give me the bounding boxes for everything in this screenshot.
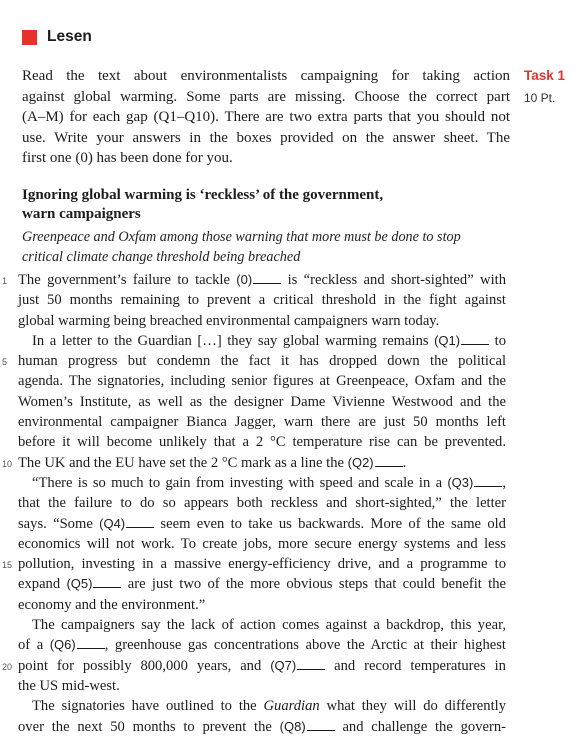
text-segment: expand [18,576,67,593]
text-line [2,656,506,676]
gap-label: (Q6) [49,637,76,653]
line-number: 20 [2,661,13,672]
text-line: just 50 months remaining to prevent a critical threshold in the fight against [18,292,506,309]
text-segment: and record temperatures in [325,657,506,674]
text-segment: point for possibly 800,000 years, and [18,657,271,674]
newspaper-name: Guardian [263,698,320,715]
text-segment: are just two of the more obvious steps that could benefit the [121,576,506,593]
answer-gap [126,515,154,528]
task-points: 10 Pt. [524,91,556,105]
text-segment: , [502,474,506,491]
line-number: 5 [2,357,8,368]
text-line [18,717,506,737]
text-segment: , greenhouse gas concentrations above the Arctic at their highest [104,637,506,654]
gap-label: (0) [236,272,253,287]
gap-label: (Q2) [347,454,374,470]
text-line: environmental campaigner Bianca Jagger, warn there are just 50 months left [18,414,506,431]
gap-label: (Q5) [66,576,93,592]
text-segment: pollution, investing in a massive energy-efficiency drive, and a programme to [18,556,506,573]
article-subtitle-line: critical climate change threshold being breached [22,248,301,265]
text-line [18,635,506,655]
instruction-line: (A–M) for each gap (Q1–Q10). There are two extra parts that you should not [22,109,510,125]
text-line [18,514,506,534]
text-line [18,574,506,594]
answer-gap [297,657,325,670]
task-info [524,68,565,105]
text-segment: The UK and the EU have set the 2 °C mark as a line the [18,454,348,471]
article-subtitle [22,228,461,267]
text-segment: “There is so much to gain from investing with speed and scale in a [32,474,448,491]
text-line [2,351,506,371]
gap-label: (Q7) [270,657,297,673]
answer-gap [474,474,502,487]
text-line: The campaigners say the lack of action comes against a backdrop, this year, [32,617,506,634]
answer-gap [307,718,335,731]
answer-gap [93,575,121,588]
article-title [22,186,383,224]
text-segment: . [402,454,407,471]
answer-gap [375,454,403,467]
text-line: that the failure to do so appears both reckless and short-sighted,” the letter [18,495,506,512]
article-title-line: warn campaigners [22,206,141,222]
text-line: Women’s Institute, as well as the designer Dame Vivienne Westwood and the [18,393,506,410]
gap-label: (Q3) [447,474,474,490]
instruction-line: first one (0) has been done for you. [22,150,233,166]
text-line: agenda. The signatories, including senior figures at Greenpeace, Oxfam and the [18,373,506,390]
text-line: economics will not work. To create jobs, more secure energy systems and less [18,535,506,552]
text-segment: The signatories have outlined to the [32,698,264,715]
instruction-line: against global warming. Some parts are missing. Choose the correct part [22,88,510,105]
text-line [2,270,506,290]
instruction-line: Read the text about environmentalists campaigning for taking action [22,68,510,84]
task-label: Task 1 [524,68,566,83]
text-segment: In a letter to the Guardian […] they say global warming remains [32,332,435,349]
gap-label: (Q1) [434,332,461,348]
instruction-line: use. Write your answers in the boxes provided on the answer sheet. The [22,129,510,146]
article-title-line: Ignoring global warming is ‘reckless’ of the government, [22,187,384,203]
text-line [18,473,506,493]
line-number: 1 [2,276,8,286]
text-line [18,331,506,351]
gap-label: (Q8) [279,718,306,734]
section-title: Lesen [47,28,92,45]
answer-gap [253,271,281,284]
gap-label: (Q4) [99,515,126,531]
red-square-icon [22,30,37,45]
section-header [22,26,92,48]
article-subtitle-line: Greenpeace and Oxfam among those warning that more must be done to stop [22,229,461,245]
text-line [2,554,506,574]
answer-gap [461,332,489,345]
text-segment: is “reckless and short-sighted” with [281,272,506,288]
text-segment: seem even to take us backwards. More of the same old [154,515,506,532]
article-body [2,270,506,737]
text-segment: of a [18,637,50,654]
text-line [18,696,506,716]
text-line [2,453,506,473]
text-line: economy and the environment.” [18,596,206,613]
text-line: global warming being breached environmental campaigners warn today. [18,312,440,329]
text-line: the US mid-west. [18,677,120,694]
text-segment: says. “Some [18,515,100,532]
text-segment: over the next 50 months to prevent the [18,718,280,735]
text-segment: and challenge the govern- [334,718,506,735]
text-line: before it will become unlikely that a 2 °C temperature rise can be prevented. [18,434,506,451]
text-segment: to [489,332,506,349]
text-segment: The government’s failure to tackle [18,272,237,288]
text-segment: human progress but condemn the fact it has dropped down the political [18,353,506,370]
text-segment: what they will do differently [319,698,506,715]
line-number: 15 [2,560,13,571]
answer-gap [77,636,105,649]
line-number: 10 [2,458,13,469]
task-instructions [22,66,510,169]
